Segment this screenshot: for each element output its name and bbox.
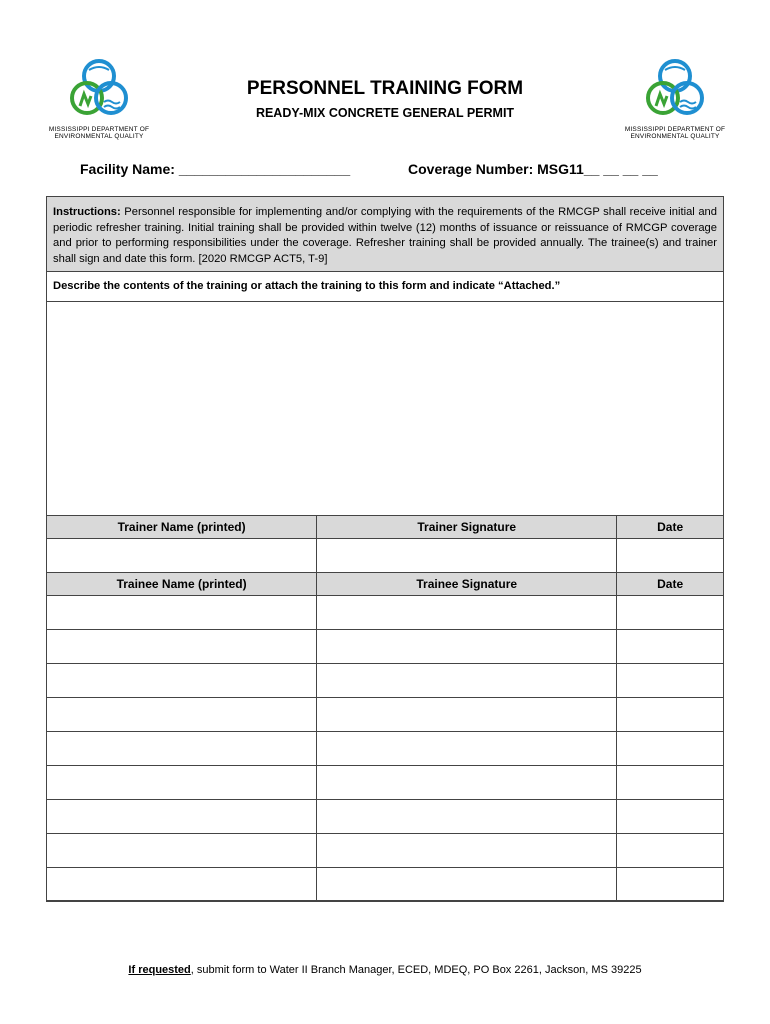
trainee-date-cell[interactable] bbox=[617, 868, 724, 902]
trainee-signature-cell[interactable] bbox=[317, 868, 617, 902]
trainee-name-cell[interactable] bbox=[47, 732, 317, 766]
trainee-signature-cell[interactable] bbox=[317, 766, 617, 800]
coverage-number-field[interactable]: Coverage Number: MSG11__ __ __ __ bbox=[408, 161, 658, 177]
trainer-date-header: Date bbox=[617, 516, 724, 539]
trainee-header-row bbox=[47, 573, 724, 596]
logo-caption: MISSISSIPPI DEPARTMENT OF ENVIRONMENTAL QUALITY bbox=[48, 126, 150, 140]
trainee-signature-cell[interactable] bbox=[317, 630, 617, 664]
training-form-box bbox=[46, 196, 724, 901]
trainee-signature-cell[interactable] bbox=[317, 732, 617, 766]
trainee-signature-cell[interactable] bbox=[317, 834, 617, 868]
trainee-date-cell[interactable] bbox=[617, 630, 724, 664]
trainee-row bbox=[47, 698, 724, 732]
footer-emphasis: If requested bbox=[128, 964, 191, 976]
trainee-date-cell[interactable] bbox=[617, 596, 724, 630]
form-subtitle: READY-MIX CONCRETE GENERAL PERMIT bbox=[255, 106, 515, 120]
trainee-row bbox=[47, 732, 724, 766]
trainee-row bbox=[47, 800, 724, 834]
logo-caption: MISSISSIPPI DEPARTMENT OF ENVIRONMENTAL QUALITY bbox=[624, 126, 726, 140]
instructions-block bbox=[47, 197, 723, 272]
trainer-signature-header: Trainer Signature bbox=[317, 516, 617, 539]
form-title: PERSONNEL TRAINING FORM bbox=[246, 78, 524, 99]
trainee-signature-cell[interactable] bbox=[317, 698, 617, 732]
trainee-row bbox=[47, 834, 724, 868]
trainee-name-cell[interactable] bbox=[47, 664, 317, 698]
trainee-name-cell[interactable] bbox=[47, 800, 317, 834]
trainee-date-cell[interactable] bbox=[617, 834, 724, 868]
trainee-row bbox=[47, 664, 724, 698]
trainee-name-cell[interactable] bbox=[47, 630, 317, 664]
trainee-signature-cell[interactable] bbox=[317, 596, 617, 630]
trainee-row bbox=[47, 766, 724, 800]
footer-text: , submit form to Water II Branch Manager, ECED, MDEQ, PO Box 2261, Jackson, MS 39225 bbox=[190, 964, 642, 976]
mdeq-logo-left bbox=[44, 58, 154, 142]
instructions-text: Personnel responsible for implementing and/or complying with the requirements of the RMCGP shall receive initial and periodic refresher training. Initial training shall be provided within twelve (12) months of issuance or reissuance of RMCGP coverage and prior to performing responsibilities under the coverage. Refresher training shall be provided annually. The trainee(s) and trainer shall sign and date this form. [2020 RMCGP ACT5, T-9] bbox=[53, 206, 717, 265]
trainee-signature-cell[interactable] bbox=[317, 800, 617, 834]
trainee-date-cell[interactable] bbox=[617, 698, 724, 732]
trainee-name-cell[interactable] bbox=[47, 596, 317, 630]
trainer-name-cell[interactable] bbox=[47, 539, 317, 573]
trainee-row bbox=[47, 868, 724, 902]
trainee-row bbox=[47, 630, 724, 664]
trainer-header-row bbox=[47, 516, 724, 539]
trainee-date-cell[interactable] bbox=[617, 800, 724, 834]
trainee-date-cell[interactable] bbox=[617, 766, 724, 800]
trainee-name-cell[interactable] bbox=[47, 766, 317, 800]
instructions-lead: Instructions: bbox=[53, 206, 121, 218]
footer-note bbox=[0, 964, 770, 976]
trainer-name-header: Trainer Name (printed) bbox=[47, 516, 317, 539]
describe-training-label: Describe the contents of the training or attach the training to this form and indicate “Attached.” bbox=[47, 272, 723, 302]
trainee-signature-cell[interactable] bbox=[317, 664, 617, 698]
trainer-signature-cell[interactable] bbox=[317, 539, 617, 573]
trainee-name-cell[interactable] bbox=[47, 698, 317, 732]
trainee-date-cell[interactable] bbox=[617, 732, 724, 766]
trainee-signature-header: Trainee Signature bbox=[317, 573, 617, 596]
trainee-name-header: Trainee Name (printed) bbox=[47, 573, 317, 596]
trainee-rows bbox=[47, 596, 724, 902]
facility-name-field[interactable]: Facility Name: ______________________ bbox=[80, 161, 351, 177]
training-description-area[interactable] bbox=[47, 302, 723, 515]
trainee-row bbox=[47, 596, 724, 630]
signature-table bbox=[46, 515, 724, 902]
trainer-row bbox=[47, 539, 724, 573]
trainee-name-cell[interactable] bbox=[47, 834, 317, 868]
trainee-name-cell[interactable] bbox=[47, 868, 317, 902]
trainee-date-header: Date bbox=[617, 573, 724, 596]
trainee-date-cell[interactable] bbox=[617, 664, 724, 698]
mdeq-logo-right bbox=[620, 58, 730, 142]
trainer-date-cell[interactable] bbox=[617, 539, 724, 573]
